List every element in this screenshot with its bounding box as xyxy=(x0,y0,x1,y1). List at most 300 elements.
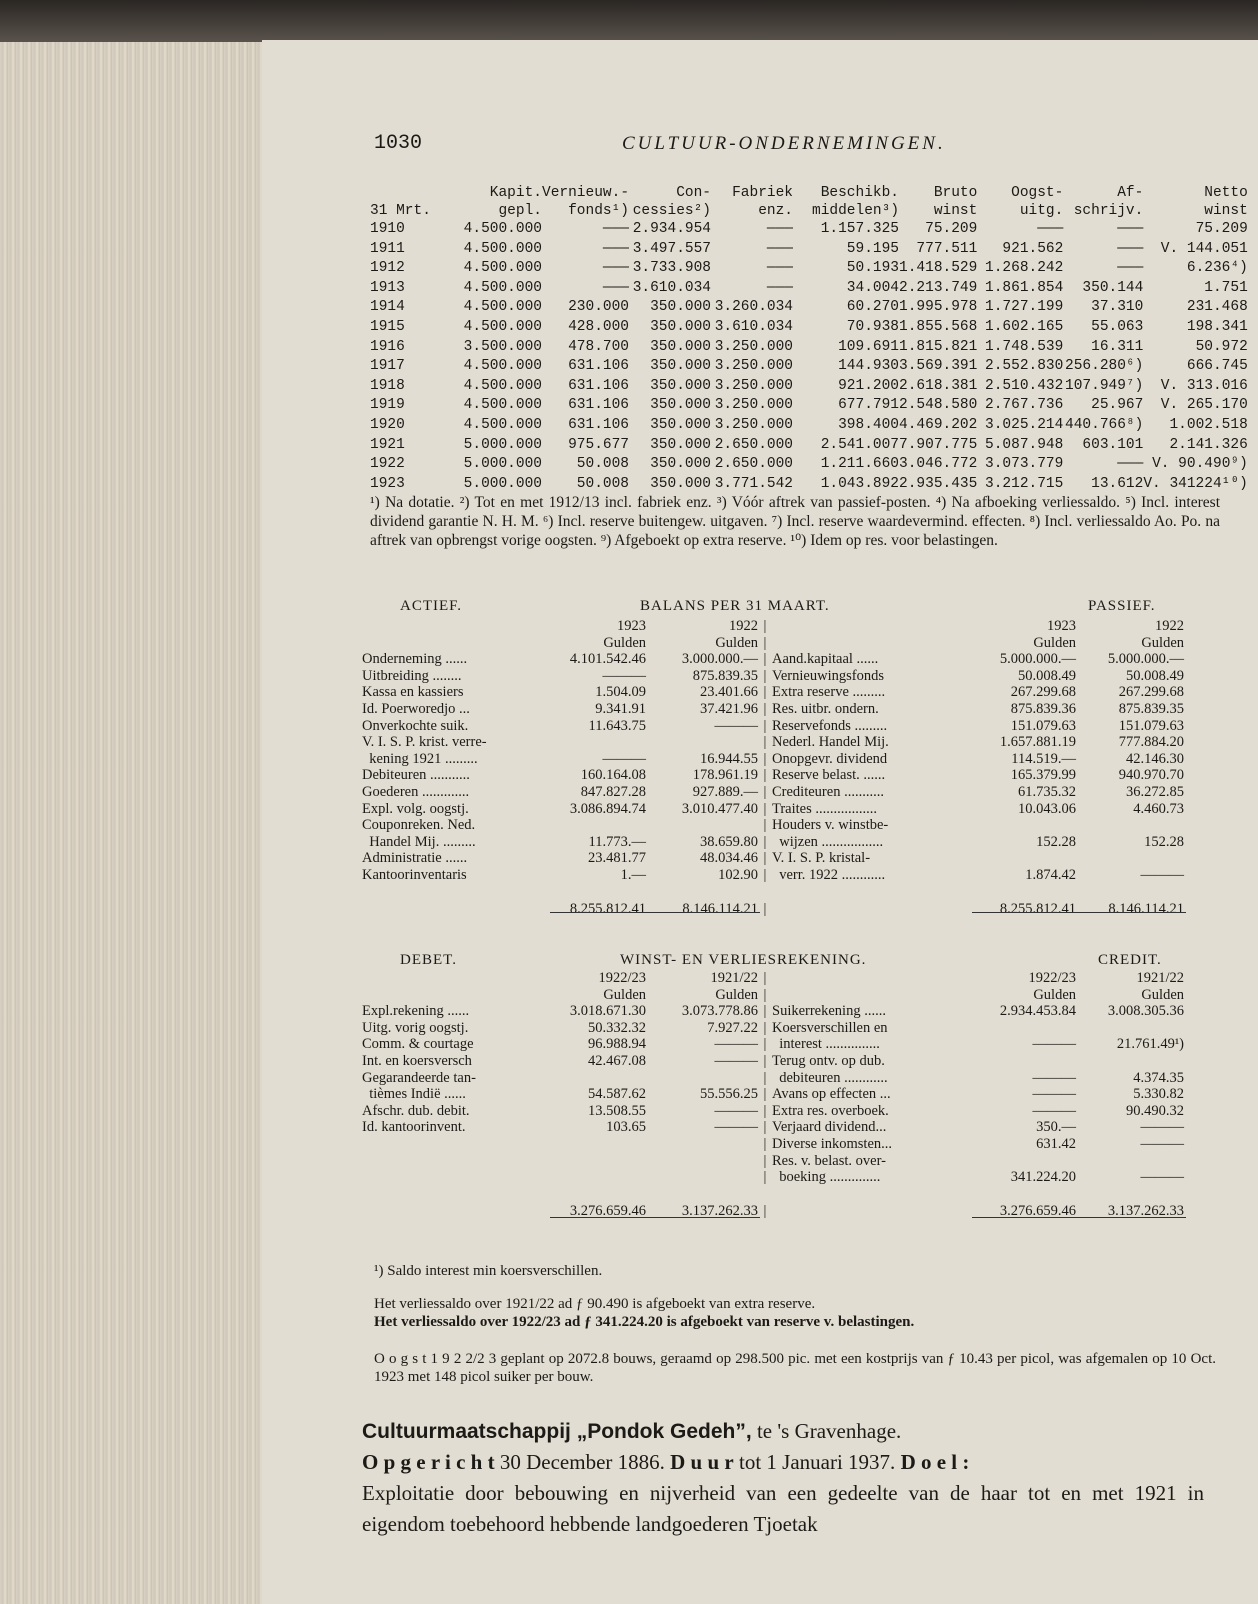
production-cell: 4.500.000 xyxy=(463,416,542,433)
production-cell: ——— xyxy=(1037,221,1064,237)
balance-value: 875.839.35 xyxy=(1118,700,1184,717)
col-head: Kapit. xyxy=(489,185,542,201)
pl-value: ——— xyxy=(1032,1069,1076,1086)
column-divider: | xyxy=(763,817,767,834)
pl-value: 50.332.32 xyxy=(588,1019,646,1036)
column-divider: | xyxy=(763,850,767,867)
balance-value: 151.079.63 xyxy=(1118,717,1184,734)
pl-value xyxy=(1076,1153,1184,1170)
balance-label: Kassa en kassiers xyxy=(362,684,464,701)
production-cell: 3.250.000 xyxy=(714,377,794,394)
production-cell: 75.209 xyxy=(1195,221,1248,237)
pl-value: ——— xyxy=(1032,1036,1076,1053)
production-cell: 1.268.242 xyxy=(985,260,1064,277)
pl-row xyxy=(362,1136,1184,1153)
production-cell: 109.691 xyxy=(838,338,900,355)
column-divider: | xyxy=(763,1135,767,1152)
production-cell: 3.212.715 xyxy=(985,475,1064,492)
balance-value: 3.000.000.— xyxy=(681,651,758,668)
pl-right-title: CREDIT. xyxy=(1098,952,1162,968)
pl-row xyxy=(362,1103,1184,1120)
production-cell: 1.815.821 xyxy=(899,338,978,355)
balance-row xyxy=(362,850,1184,867)
column-divider: | xyxy=(763,1086,767,1103)
pl-value: 2.934.453.84 xyxy=(999,1003,1076,1020)
balance-row xyxy=(362,767,1184,784)
balance-value xyxy=(646,817,758,834)
production-cell: 13.612 xyxy=(1091,475,1144,492)
production-cell: 677.791 xyxy=(838,397,900,414)
production-cell: 107.949⁷) xyxy=(1065,377,1144,394)
production-cell: 428.000 xyxy=(568,318,630,335)
balance-value: 777.884.20 xyxy=(1118,734,1184,751)
balance-label: Id. Poerworedjo ... xyxy=(362,700,470,717)
production-cell: 4.500.000 xyxy=(463,377,542,394)
balance-value: 1.— xyxy=(620,866,646,883)
production-cell: 2.141.326 xyxy=(1169,436,1248,453)
column-divider: | xyxy=(763,866,767,883)
production-year: 1911 xyxy=(370,240,405,257)
balance-value: 267.299.68 xyxy=(1118,684,1184,701)
company-entry xyxy=(362,1416,1204,1540)
pl-label: Comm. & courtage xyxy=(362,1036,474,1053)
production-cell: 631.106 xyxy=(568,358,630,375)
balance-label: Aand.kapitaal ...... xyxy=(772,651,879,668)
production-cell: 50.193 xyxy=(846,260,900,277)
balance-label: Vernieuwingsfonds xyxy=(772,667,884,684)
pl-table xyxy=(362,970,1184,1220)
pl-row xyxy=(362,1003,1184,1020)
production-cell: 3.771.542 xyxy=(714,475,794,492)
production-cell: 2.213.749 xyxy=(899,279,978,296)
balance-left-title: ACTIEF. xyxy=(400,598,463,614)
pl-value: ——— xyxy=(1140,1119,1184,1136)
pl-total: 3.276.659.46 xyxy=(999,1203,1076,1220)
production-cell: 350.000 xyxy=(650,475,712,492)
book-top-shadow xyxy=(0,0,1258,42)
balance-right-title: PASSIEF. xyxy=(1088,598,1156,614)
balance-table xyxy=(362,618,1184,918)
pl-value: ——— xyxy=(1032,1102,1076,1119)
pl-label: Diverse inkomsten... xyxy=(772,1135,893,1152)
production-row xyxy=(370,475,1248,495)
production-cell: 70.938 xyxy=(846,318,900,335)
balance-label: Expl. volg. oogstj. xyxy=(362,800,469,817)
production-cell: 1.861.854 xyxy=(985,279,1064,296)
column-divider: | xyxy=(763,800,767,817)
production-cell: ——— xyxy=(602,260,630,277)
balance-value: 23.481.77 xyxy=(588,850,646,867)
balance-value: 48.034.46 xyxy=(700,850,758,867)
pl-value xyxy=(550,1070,646,1087)
balance-row xyxy=(362,751,1184,768)
column-divider: | xyxy=(763,1119,767,1136)
production-cell: 37.310 xyxy=(1091,299,1144,316)
balance-row xyxy=(362,718,1184,735)
production-cell: 3.733.908 xyxy=(632,260,712,277)
production-row xyxy=(370,357,1248,377)
balance-row xyxy=(362,684,1184,701)
balance-label: Debiteuren ........... xyxy=(362,767,470,784)
balance-value xyxy=(1076,817,1184,834)
col-head: cessies²) xyxy=(632,203,712,219)
pl-value xyxy=(970,1020,1076,1037)
balance-sum-rule xyxy=(972,912,1186,913)
pl-value: 21.761.49¹) xyxy=(1116,1036,1184,1053)
pl-label: Uitg. vorig oogstj. xyxy=(362,1019,469,1036)
balance-label: Couponreken. Ned. xyxy=(362,817,476,834)
production-cell: 2.934.954 xyxy=(632,221,712,237)
pl-label: boeking .............. xyxy=(772,1169,881,1186)
balance-value: 11.773.— xyxy=(588,833,646,850)
production-row xyxy=(370,396,1248,416)
balance-value: 178.961.19 xyxy=(692,767,758,784)
col-head: Netto xyxy=(1204,185,1248,201)
production-cell: 144.930 xyxy=(838,358,900,375)
production-cell: V. 341224¹⁰) xyxy=(1143,475,1248,492)
col-head: Af- xyxy=(1117,185,1144,201)
column-divider: | xyxy=(763,717,767,734)
pl-value: 55.556.25 xyxy=(700,1086,758,1103)
pl-value: 350.— xyxy=(1036,1119,1076,1136)
production-cell: ——— xyxy=(1117,456,1144,473)
balance-value: 3.010.477.40 xyxy=(681,800,758,817)
column-divider: | xyxy=(763,700,767,717)
production-cell: ——— xyxy=(766,240,794,257)
production-cell: 350.000 xyxy=(650,338,712,355)
balance-value xyxy=(550,817,646,834)
balance-value xyxy=(646,734,758,751)
book-page-edges xyxy=(0,0,300,1604)
production-year: 1918 xyxy=(370,377,405,394)
balance-unit: Gulden xyxy=(1141,634,1184,651)
balance-label: Administratie ...... xyxy=(362,850,468,867)
pl-value xyxy=(550,1169,646,1186)
pl-year: 1922/23 xyxy=(598,970,646,986)
production-year: 1920 xyxy=(370,416,405,433)
production-cell: 2.767.736 xyxy=(985,397,1064,414)
balance-label: Crediteuren ........... xyxy=(772,783,884,800)
pl-year: 1921/22 xyxy=(1136,970,1184,986)
col-head: schrijv. xyxy=(1073,203,1144,219)
column-divider: | xyxy=(763,734,767,751)
balance-value: 9.341.91 xyxy=(595,700,646,717)
production-cell: 4.469.202 xyxy=(899,416,978,433)
balance-value: 4.460.73 xyxy=(1133,800,1184,817)
goal-text: Exploitatie door bebouwing en nijverheid van een gedeelte van de haar tot en met 1921 in eigendom toebehoord hebbende landgoederen Tjoetak xyxy=(362,1481,1204,1536)
production-cell: 5.087.948 xyxy=(985,436,1064,453)
production-cell: 7.907.775 xyxy=(899,436,978,453)
pl-row xyxy=(362,1169,1184,1186)
loss-note-1921: Het verliessaldo over 1921/22 ad ƒ 90.490 is afgeboekt van extra reserve. xyxy=(374,1296,816,1312)
balance-unit: Gulden xyxy=(1033,634,1076,651)
col-head: Vernieuw.- xyxy=(542,185,630,201)
column-divider: | xyxy=(763,750,767,767)
production-cell: 2.618.381 xyxy=(899,377,978,394)
production-year: 1922 xyxy=(370,456,405,473)
column-divider: | xyxy=(763,767,767,784)
production-table xyxy=(370,184,1248,494)
pl-year: 1922/23 xyxy=(1028,970,1076,986)
production-cell: 1.727.199 xyxy=(985,299,1064,316)
balance-row xyxy=(362,668,1184,685)
production-cell: 631.106 xyxy=(568,416,630,433)
production-footnotes: ¹) Na dotatie. ²) Tot en met 1912/13 incl. fabriek enz. ³) Vóór aftrek van passief-posten. ⁴) Na afboeking verliessaldo. ⁵) Incl. interest dividend garantie N. H. M. ⁶) Incl. reserve buitengew. uitgaven. ⁷) Incl. reserve waardevermind. effecten. ⁸) Incl. verliessaldo Ao. Po. na aftrek van opbrengst vorige oogsten. ⁹) Afgeboekt op extra reserve. ¹⁰) Idem op res. voor belastingen. xyxy=(370,494,1220,550)
balance-value xyxy=(1076,850,1184,867)
pl-sum-rule xyxy=(972,1217,1186,1218)
balance-label: V. I. S. P. krist. verre- xyxy=(362,734,487,751)
harvest-note: O o g s t 1 9 2 2/2 3 geplant op 2072.8 bouws, geraamd op 298.500 pic. met een kostprijs van ƒ 10.43 per picol, was afgemalen op 10 Oct. 1923 met 148 picol suiker per bouw. xyxy=(374,1351,1216,1385)
pl-row xyxy=(362,1119,1184,1136)
duration-label: D u u r xyxy=(670,1450,734,1474)
production-year: 1910 xyxy=(370,221,405,237)
pl-footnote: ¹) Saldo interest min koersverschillen. xyxy=(374,1263,603,1279)
column-divider: | xyxy=(763,667,767,684)
production-cell: 440.766⁸) xyxy=(1065,416,1144,433)
balance-label: Onderneming ...... xyxy=(362,651,468,668)
company-name: Cultuurmaatschappij „Pondok Gedeh”, xyxy=(362,1420,752,1443)
column-divider: | xyxy=(763,1003,767,1020)
page-number: 1030 xyxy=(374,132,423,155)
production-cell: 3.250.000 xyxy=(714,338,794,355)
col-head: fonds¹) xyxy=(568,203,630,219)
production-year: 1916 xyxy=(370,338,405,355)
production-cell: 666.745 xyxy=(1186,358,1248,375)
pl-row xyxy=(362,1036,1184,1053)
col-head: Beschikb. xyxy=(820,185,900,201)
pl-value: 4.374.35 xyxy=(1133,1069,1184,1086)
pl-value: ——— xyxy=(1140,1135,1184,1152)
balance-value: 1.874.42 xyxy=(1025,866,1076,883)
balance-year: 1922 xyxy=(1155,618,1184,634)
production-cell: 4.500.000 xyxy=(463,358,542,375)
production-cell: 4.500.000 xyxy=(463,279,542,296)
balance-value: 267.299.68 xyxy=(1010,684,1076,701)
column-divider: | xyxy=(763,1069,767,1086)
production-cell: 1.002.518 xyxy=(1169,416,1248,433)
pl-label: tièmes Indië ...... xyxy=(362,1086,466,1103)
production-row xyxy=(370,298,1248,318)
production-cell: 3.250.000 xyxy=(714,416,794,433)
founded-date: 30 December 1886. xyxy=(494,1450,671,1474)
balance-label: Extra reserve ......... xyxy=(772,684,886,701)
production-cell: 3.610.034 xyxy=(714,318,794,335)
balance-value: 16.944.55 xyxy=(700,750,758,767)
column-divider: | xyxy=(763,833,767,850)
production-cell: 1.995.978 xyxy=(899,299,978,316)
pl-value: 341.224.20 xyxy=(1010,1169,1076,1186)
production-row xyxy=(370,220,1248,240)
production-cell: V. 90.490⁹) xyxy=(1152,456,1248,473)
pl-total: 3.137.262.33 xyxy=(1107,1203,1184,1220)
pl-left-title: DEBET. xyxy=(400,952,457,968)
production-cell: 50.008 xyxy=(576,456,630,473)
pl-value xyxy=(646,1169,758,1186)
balance-label: kening 1921 ......... xyxy=(362,750,478,767)
pl-row xyxy=(362,1086,1184,1103)
balance-label: wijzen ................. xyxy=(772,833,884,850)
pl-value xyxy=(550,1153,646,1170)
pl-value xyxy=(1076,1020,1184,1037)
balance-value: 160.164.08 xyxy=(580,767,646,784)
column-divider: | xyxy=(763,684,767,701)
pl-label: Id. kantoorinvent. xyxy=(362,1119,466,1136)
production-cell: 4.500.000 xyxy=(463,397,542,414)
balance-row xyxy=(362,867,1184,884)
pl-row xyxy=(362,1053,1184,1070)
production-cell: 4.500.000 xyxy=(463,318,542,335)
balance-label: Handel Mij. ......... xyxy=(362,833,476,850)
production-cell: 1.157.325 xyxy=(820,221,900,237)
pl-label: Terug ontv. op dub. xyxy=(772,1052,885,1069)
balance-row xyxy=(362,701,1184,718)
production-cell: 60.270 xyxy=(846,299,900,316)
pl-value xyxy=(970,1153,1076,1170)
production-cell: 350.000 xyxy=(650,456,712,473)
pl-sum-rule xyxy=(550,1217,760,1218)
pl-row xyxy=(362,1020,1184,1037)
pl-label xyxy=(362,1136,550,1153)
balance-value: ——— xyxy=(714,717,758,734)
column-divider: | xyxy=(763,1152,767,1169)
balance-label: Res. uitbr. ondern. xyxy=(772,700,879,717)
balance-title: BALANS PER 31 MAART. xyxy=(640,598,830,614)
pl-row xyxy=(362,1070,1184,1087)
col-head: Fabriek xyxy=(732,185,794,201)
balance-label: Onverkochte suik. xyxy=(362,717,469,734)
production-cell: 631.106 xyxy=(568,377,630,394)
balance-label: V. I. S. P. kristal- xyxy=(772,850,871,867)
balance-value xyxy=(970,850,1076,867)
production-cell: 1.043.892 xyxy=(820,475,900,492)
balance-label: Reserve belast. ...... xyxy=(772,767,886,784)
pl-unit: Gulden xyxy=(715,986,758,1003)
pl-value xyxy=(646,1153,758,1170)
column-divider: | xyxy=(763,1052,767,1069)
production-year: 1921 xyxy=(370,436,405,453)
production-cell: 3.250.000 xyxy=(714,358,794,375)
pl-value: 5.330.82 xyxy=(1133,1086,1184,1103)
production-cell: 1.418.529 xyxy=(899,260,978,277)
production-cell: 25.967 xyxy=(1091,397,1144,414)
production-cell: V. 144.051 xyxy=(1160,240,1248,257)
balance-value: 50.008.49 xyxy=(1126,667,1184,684)
production-cell: 4.500.000 xyxy=(463,299,542,316)
balance-total: 8.146.114.21 xyxy=(1108,900,1184,917)
production-cell: 75.209 xyxy=(925,221,978,237)
balance-row xyxy=(362,817,1184,834)
pl-label: Res. v. belast. over- xyxy=(772,1152,886,1169)
balance-value: 5.000.000.— xyxy=(999,651,1076,668)
balance-value: 3.086.894.74 xyxy=(569,800,646,817)
production-cell: 2.650.000 xyxy=(714,436,794,453)
production-cell: 4.500.000 xyxy=(463,260,542,277)
pl-unit: Gulden xyxy=(603,986,646,1003)
pl-value: 90.490.32 xyxy=(1126,1102,1184,1119)
production-cell: 603.101 xyxy=(1082,436,1144,453)
pl-label: Int. en koersversch xyxy=(362,1052,472,1069)
pl-label: Suikerrekening ...... xyxy=(772,1003,886,1020)
pl-unit: Gulden xyxy=(1141,986,1184,1003)
balance-row xyxy=(362,801,1184,818)
balance-value: 61.735.32 xyxy=(1018,783,1076,800)
balance-value: 42.146.30 xyxy=(1126,750,1184,767)
production-cell: V. 313.016 xyxy=(1160,377,1248,394)
production-cell: 6.236⁴) xyxy=(1186,260,1248,277)
production-cell: ——— xyxy=(1117,221,1144,237)
balance-row xyxy=(362,784,1184,801)
production-cell: ——— xyxy=(766,221,794,237)
pl-value: 103.65 xyxy=(606,1119,646,1136)
balance-value: 875.839.35 xyxy=(692,667,758,684)
balance-value: 1.504.09 xyxy=(595,684,646,701)
balance-label: Houders v. winstbe- xyxy=(772,817,889,834)
pl-label: Extra res. overboek. xyxy=(772,1102,889,1119)
production-cell: 3.610.034 xyxy=(632,279,712,296)
balance-value xyxy=(970,817,1076,834)
pl-value xyxy=(646,1136,758,1153)
production-cell: 3.260.034 xyxy=(714,299,794,316)
balance-label: Kantoorinventaris xyxy=(362,866,467,883)
balance-value: 11.643.75 xyxy=(588,717,646,734)
pl-label xyxy=(362,1169,550,1186)
production-year: 1912 xyxy=(370,260,405,277)
goal-label: D o e l : xyxy=(900,1450,970,1474)
pl-value: 631.42 xyxy=(1036,1135,1076,1152)
production-cell: 231.468 xyxy=(1186,299,1248,316)
production-cell: 2.935.435 xyxy=(899,475,978,492)
production-cell: 2.510.432 xyxy=(985,377,1064,394)
production-cell: ——— xyxy=(602,221,630,237)
col-head xyxy=(370,184,442,202)
production-cell: 921.200 xyxy=(838,377,900,394)
production-row xyxy=(370,455,1248,475)
production-cell: 4.500.000 xyxy=(463,221,542,237)
production-cell: 55.063 xyxy=(1091,318,1144,335)
production-cell: 16.311 xyxy=(1091,338,1144,355)
balance-year: 1923 xyxy=(617,618,646,634)
production-cell: 350.000 xyxy=(650,377,712,394)
production-cell: 2.548.580 xyxy=(899,397,978,414)
production-cell: 50.008 xyxy=(576,475,630,492)
balance-year: 1922 xyxy=(729,618,758,634)
production-cell: 350.000 xyxy=(650,436,712,453)
balance-value: 50.008.49 xyxy=(1018,667,1076,684)
production-cell: 631.106 xyxy=(568,397,630,414)
production-cell: 5.000.000 xyxy=(463,475,542,492)
production-row xyxy=(370,338,1248,358)
col-head: middelen³) xyxy=(812,203,900,219)
production-cell: 50.972 xyxy=(1195,338,1248,355)
production-row xyxy=(370,377,1248,397)
balance-label: verr. 1922 ............ xyxy=(772,866,886,883)
production-header-row-1 xyxy=(370,184,1248,202)
balance-value xyxy=(550,734,646,751)
balance-value: 847.827.28 xyxy=(580,783,646,800)
production-cell: 3.497.557 xyxy=(632,240,712,257)
column-divider: | xyxy=(763,1102,767,1119)
balance-label: Uitbreiding ........ xyxy=(362,667,462,684)
balance-value: 102.90 xyxy=(718,866,758,883)
balance-sum-rule xyxy=(550,912,760,913)
production-year: 1923 xyxy=(370,475,405,492)
balance-value: 940.970.70 xyxy=(1118,767,1184,784)
col-head: Oogst- xyxy=(1011,185,1064,201)
production-cell: 350.000 xyxy=(650,416,712,433)
production-cell: 1.211.660 xyxy=(820,456,900,473)
production-cell: 975.677 xyxy=(568,436,630,453)
balance-value: 114.519.— xyxy=(1011,750,1076,767)
